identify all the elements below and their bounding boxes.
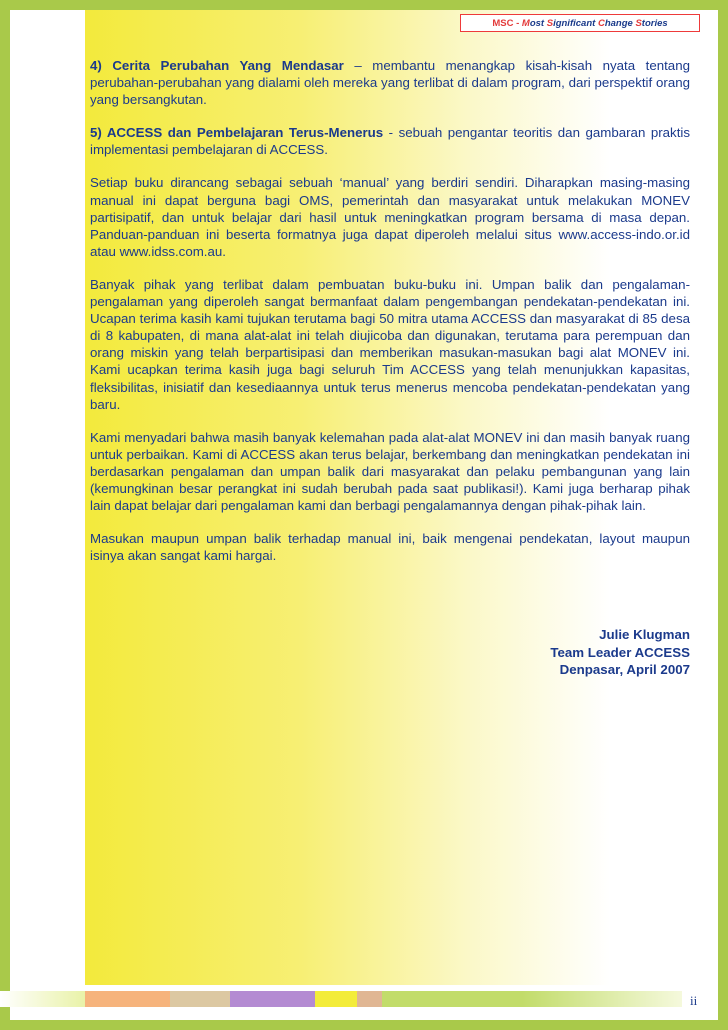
header-word-rest: hange <box>604 18 636 29</box>
paragraph-weaknesses: Kami menyadari bahwa masih banyak kelemahan pada alat-alat MONEV ini dan masih banyak ruang untuk perbaikan. Kami di ACCESS akan terus belajar, berkembang dan meningkatkan pendekatan ini berdasarkan pengalaman dan umpan balik dari masyarakat dan pelaku pembangunan yang lain (kemungkinan besar perangkat ini sudah berubah pada saat publikasi!). Kami juga berharap pihak lain dapat belajar dari pengalaman kami dan berbagi pengalamannya dengan pihak-pihak lain. <box>90 429 690 514</box>
header-word-rest: ost <box>529 18 547 29</box>
signatory-name: Julie Klugman <box>599 627 690 642</box>
strip-segment <box>382 991 522 1007</box>
decorative-color-strip <box>0 991 728 1007</box>
header-word-rest: ignificant <box>553 18 598 29</box>
paragraph-cerita-perubahan <box>90 57 690 108</box>
body-text <box>90 57 690 580</box>
paragraph-heading: 4) Cerita Perubahan Yang Mendasar <box>90 58 344 73</box>
paragraph-heading: 5) ACCESS dan Pembelajaran Terus-Menerus <box>90 125 384 141</box>
page-frame-bottom <box>0 1020 728 1030</box>
strip-segment <box>357 991 382 1007</box>
header-prefix: MSC - <box>492 18 522 29</box>
running-header <box>460 14 700 32</box>
strip-segment <box>170 991 230 1007</box>
paragraph-body: – membantu menangkap kisah-kisah nyata tentang perubahan-perubahan yang dialami oleh mereka yang terlibat di dalam program, dari perspektif orang yang bersangkutan. <box>90 58 690 108</box>
page-number: ii <box>690 993 698 1008</box>
paragraph-body: - sebuah pengantar teoritis dan gambaran praktis implementasi pembelajaran di ACCESS. <box>90 125 691 158</box>
paragraph-acknowledgements: Banyak pihak yang terlibat dalam pembuatan buku-buku ini. Umpan balik dan pengalaman-pengalaman yang diperoleh sangat bermanfaat dalam pengembangan pendekatan-pendekatan ini. Ucapan terima kasih kami tujukan terutama bagi 50 mitra utama ACCESS dan masyarakat di 85 desa di 8 kabupaten, di mana alat-alat ini telah diujicoba dan digunakan, terutama para perempuan dan orang miskin yang telah berpartisipasi dan memberikan masukan-masukan bagi alat MONEV ini. Kami ucapkan terima kasih juga bagi seluruh Tim ACCESS yang telah menunjukkan kapasitas, fleksibilitas, inisiatif dan kesediaannya untuk terus menerus mencoba pendekatan-pendekatan yang baru. <box>90 276 690 412</box>
header-initial: S <box>546 18 554 29</box>
header-initial: C <box>597 18 605 29</box>
paragraph-feedback-request: Masukan maupun umpan balik terhadap manual ini, baik mengenai pendekatan, layout maupun isinya akan sangat kami hargai. <box>90 531 690 564</box>
page-frame-right <box>718 0 728 1030</box>
page-frame-left <box>0 0 10 1030</box>
strip-segment <box>315 991 357 1007</box>
strip-segment <box>85 991 170 1007</box>
strip-segment <box>522 991 682 1007</box>
strip-segment <box>0 991 85 1007</box>
strip-segment <box>230 991 315 1007</box>
paragraph-manual: Setiap buku dirancang sebagai sebuah ‘manual’ yang berdiri sendiri. Diharapkan masing-masing manual ini dapat berguna bagi OMS, pemerintah dan masyarakat untuk melakukan MONEV partisipatif, dan untuk belajar dari hasil untuk meningkatkan program bersama di masa depan. Panduan-panduan ini beserta formatnya juga dapat diperoleh melalui situs www.access-indo.or.id atau www.idss.com.au. <box>90 175 690 259</box>
signature-place-date: Denpasar, April 2007 <box>559 662 690 677</box>
signatory-role: Team Leader ACCESS <box>550 644 690 660</box>
header-word-rest: tories <box>641 18 668 29</box>
header-initial: M <box>521 18 530 29</box>
page-frame-top <box>0 0 728 10</box>
signature-block <box>430 626 690 679</box>
paragraph-access-pembelajaran <box>90 124 690 158</box>
header-initial: S <box>635 18 642 29</box>
